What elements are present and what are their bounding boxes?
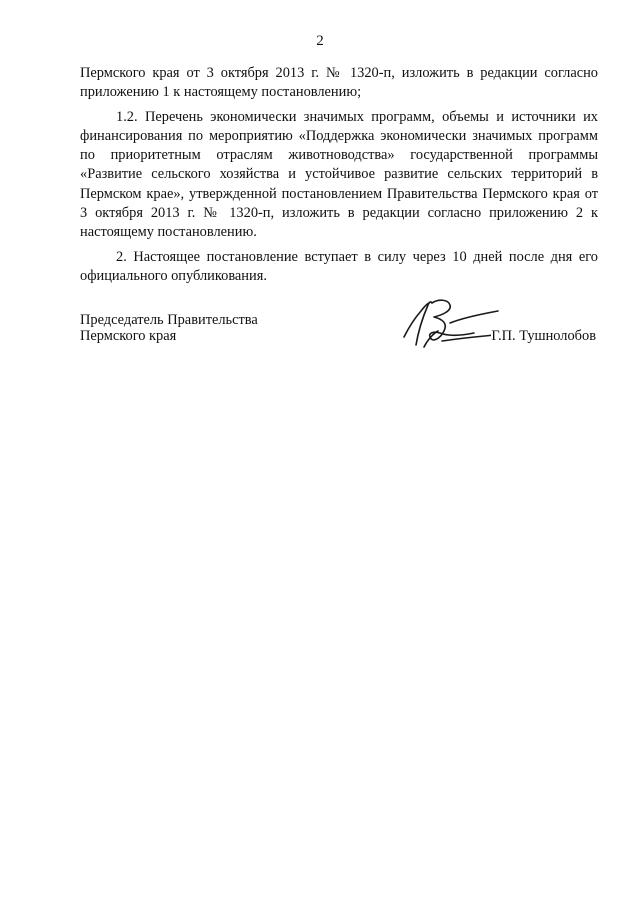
paragraph-item-2: 2. Настоящее постановление вступает в силу через 10 дней после дня его официального опубликования. (80, 248, 598, 284)
paragraph-continuation: Пермского края от 3 октября 2013 г. № 1320-п, изложить в редакции согласно приложению 1 к настоящему постановлению; (80, 65, 598, 101)
signatory-title-line-1: Председатель Правительства (80, 312, 258, 328)
signatory-title (80, 312, 258, 344)
paragraph-item-1-2: 1.2. Перечень экономически значимых программ, объемы и источники их финансирования по мероприятию «Поддержка экономически значимых программ по приоритетным отраслям животноводства» государственной программы «Развитие сельского хозяйства и устойчивое развитие сельских территорий в Пермском крае», утвержденной постановлением Правительства Пермского края от 3 октября 2013 г. № 1320-п, изложить в редакции согласно приложению 2 к настоящему постановлению. (80, 108, 598, 241)
page-number: 2 (316, 33, 324, 49)
document-body (80, 64, 598, 291)
handwritten-signature (394, 293, 504, 359)
signatory-title-line-2: Пермского края (80, 328, 177, 344)
signatory-name: Г.П. Тушнолобов (491, 328, 596, 344)
signature-block (80, 309, 598, 359)
